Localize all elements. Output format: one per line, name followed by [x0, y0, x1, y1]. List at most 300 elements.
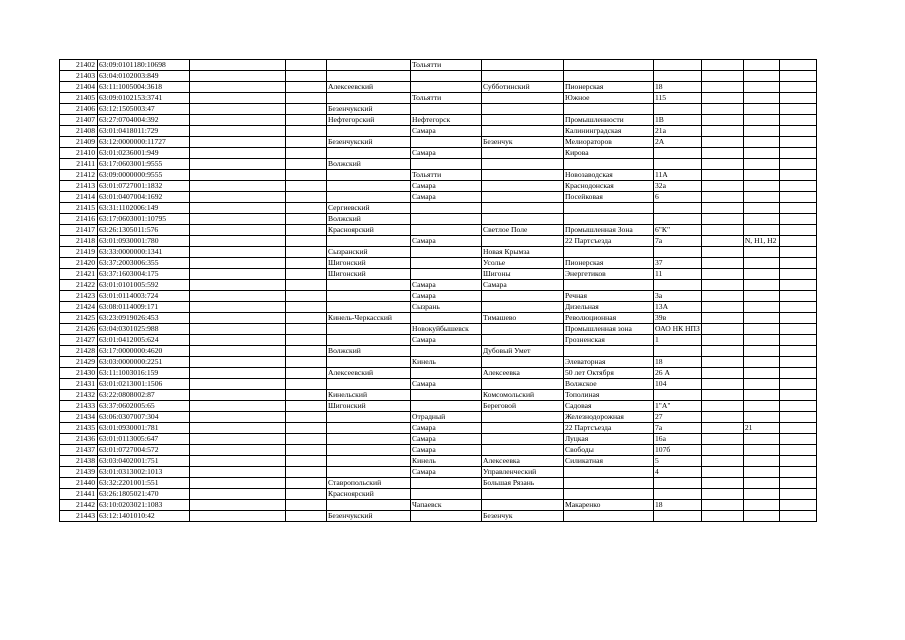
- table-row: [60, 368, 817, 379]
- empty-col-cell: [286, 324, 327, 335]
- district-cell: [327, 192, 411, 203]
- table-row: [60, 467, 817, 478]
- empty-col-cell: [286, 126, 327, 137]
- cadastral-number-cell: 63:01:0407004:1692: [98, 192, 190, 203]
- street-cell: 22 Партсъезда: [564, 423, 654, 434]
- empty-col-cell: [190, 82, 286, 93]
- table-row: [60, 137, 817, 148]
- district-cell: [327, 456, 411, 467]
- cadastral-number-cell: 63:32:2201001:551: [98, 478, 190, 489]
- street-cell: [564, 60, 654, 71]
- city-cell: [411, 489, 482, 500]
- note-cell: [743, 401, 779, 412]
- street-cell: [564, 280, 654, 291]
- settlement-cell: [482, 71, 564, 82]
- empty-col-cell: [286, 357, 327, 368]
- row-number-cell: 21440: [60, 478, 98, 489]
- cadastral-number-cell: 63:26:1805021:470: [98, 489, 190, 500]
- cadastral-number-cell: 63:37:0602005:65: [98, 401, 190, 412]
- table-row: [60, 60, 817, 71]
- settlement-cell: Светлое Поле: [482, 225, 564, 236]
- empty-col-cell: [286, 445, 327, 456]
- empty-col-cell: [701, 313, 743, 324]
- city-cell: Самара: [411, 379, 482, 390]
- street-cell: [564, 489, 654, 500]
- district-cell: Шигонский: [327, 258, 411, 269]
- empty-col-cell: [190, 225, 286, 236]
- table-row: [60, 126, 817, 137]
- empty-col-cell: [779, 148, 816, 159]
- row-number-cell: 21427: [60, 335, 98, 346]
- district-cell: [327, 93, 411, 104]
- row-number-cell: 21428: [60, 346, 98, 357]
- note-cell: [743, 357, 779, 368]
- empty-col-cell: [779, 357, 816, 368]
- empty-col-cell: [190, 445, 286, 456]
- empty-col-cell: [701, 192, 743, 203]
- settlement-cell: [482, 126, 564, 137]
- settlement-cell: [482, 500, 564, 511]
- table-row: [60, 269, 817, 280]
- city-cell: Самара: [411, 335, 482, 346]
- district-cell: [327, 170, 411, 181]
- street-cell: [564, 203, 654, 214]
- note-cell: [743, 104, 779, 115]
- district-cell: [327, 181, 411, 192]
- empty-col-cell: [286, 236, 327, 247]
- house-cell: 27: [654, 412, 702, 423]
- house-cell: 18: [654, 500, 702, 511]
- empty-col-cell: [190, 203, 286, 214]
- settlement-cell: [482, 115, 564, 126]
- district-cell: Шигонский: [327, 401, 411, 412]
- empty-col-cell: [190, 467, 286, 478]
- empty-col-cell: [779, 236, 816, 247]
- settlement-cell: [482, 192, 564, 203]
- house-cell: 1В: [654, 115, 702, 126]
- street-cell: [564, 511, 654, 522]
- empty-col-cell: [779, 302, 816, 313]
- empty-col-cell: [190, 401, 286, 412]
- table-row: [60, 225, 817, 236]
- empty-col-cell: [286, 335, 327, 346]
- empty-col-cell: [286, 214, 327, 225]
- empty-col-cell: [190, 511, 286, 522]
- row-number-cell: 21439: [60, 467, 98, 478]
- district-cell: [327, 500, 411, 511]
- settlement-cell: [482, 324, 564, 335]
- empty-col-cell: [701, 379, 743, 390]
- city-cell: [411, 368, 482, 379]
- cadastral-number-cell: 63:12:1505003:47: [98, 104, 190, 115]
- empty-col-cell: [779, 71, 816, 82]
- note-cell: [743, 280, 779, 291]
- empty-col-cell: [190, 291, 286, 302]
- settlement-cell: Безенчук: [482, 511, 564, 522]
- house-cell: [654, 203, 702, 214]
- settlement-cell: [482, 489, 564, 500]
- cadastral-number-cell: 63:01:0412005:624: [98, 335, 190, 346]
- settlement-cell: [482, 434, 564, 445]
- house-cell: [654, 159, 702, 170]
- city-cell: Самара: [411, 467, 482, 478]
- city-cell: Тольятти: [411, 170, 482, 181]
- district-cell: Кинель-Черкасский: [327, 313, 411, 324]
- house-cell: 6: [654, 192, 702, 203]
- cadastral-number-cell: 63:12:1401010:42: [98, 511, 190, 522]
- empty-col-cell: [286, 456, 327, 467]
- street-cell: Железнодорожная: [564, 412, 654, 423]
- row-number-cell: 21406: [60, 104, 98, 115]
- table-row: [60, 346, 817, 357]
- cadastral-number-cell: 63:01:0236001:949: [98, 148, 190, 159]
- empty-col-cell: [190, 357, 286, 368]
- district-cell: [327, 291, 411, 302]
- table-row: [60, 423, 817, 434]
- empty-col-cell: [779, 379, 816, 390]
- empty-col-cell: [190, 159, 286, 170]
- street-cell: Макаренко: [564, 500, 654, 511]
- house-cell: [654, 247, 702, 258]
- empty-col-cell: [779, 412, 816, 423]
- table-row: [60, 203, 817, 214]
- empty-col-cell: [779, 313, 816, 324]
- cadastral-number-cell: 63:03:0000000:2251: [98, 357, 190, 368]
- street-cell: Мелиораторов: [564, 137, 654, 148]
- empty-col-cell: [286, 137, 327, 148]
- row-number-cell: 21411: [60, 159, 98, 170]
- street-cell: [564, 467, 654, 478]
- empty-col-cell: [701, 478, 743, 489]
- empty-col-cell: [701, 214, 743, 225]
- empty-col-cell: [779, 456, 816, 467]
- house-cell: 7а: [654, 423, 702, 434]
- row-number-cell: 21413: [60, 181, 98, 192]
- row-number-cell: 21430: [60, 368, 98, 379]
- row-number-cell: 21412: [60, 170, 98, 181]
- settlement-cell: Тимашево: [482, 313, 564, 324]
- note-cell: N, H1, H2: [743, 236, 779, 247]
- district-cell: [327, 412, 411, 423]
- district-cell: [327, 126, 411, 137]
- street-cell: Краснодонская: [564, 181, 654, 192]
- city-cell: Самара: [411, 148, 482, 159]
- table-row: [60, 445, 817, 456]
- empty-col-cell: [286, 368, 327, 379]
- note-cell: [743, 302, 779, 313]
- empty-col-cell: [779, 181, 816, 192]
- city-cell: [411, 346, 482, 357]
- empty-col-cell: [286, 489, 327, 500]
- empty-col-cell: [779, 445, 816, 456]
- street-cell: [564, 71, 654, 82]
- row-number-cell: 21443: [60, 511, 98, 522]
- district-cell: [327, 148, 411, 159]
- cadastral-number-cell: 63:04:0301025:988: [98, 324, 190, 335]
- street-cell: Новозаводская: [564, 170, 654, 181]
- row-number-cell: 21408: [60, 126, 98, 137]
- empty-col-cell: [779, 423, 816, 434]
- table-row: [60, 247, 817, 258]
- district-cell: [327, 379, 411, 390]
- note-cell: [743, 434, 779, 445]
- note-cell: 21: [743, 423, 779, 434]
- empty-col-cell: [190, 60, 286, 71]
- city-cell: Тольятти: [411, 93, 482, 104]
- empty-col-cell: [701, 357, 743, 368]
- house-cell: [654, 489, 702, 500]
- city-cell: Кинель: [411, 357, 482, 368]
- row-number-cell: 21419: [60, 247, 98, 258]
- empty-col-cell: [190, 258, 286, 269]
- district-cell: Алексеевский: [327, 82, 411, 93]
- cadastral-number-cell: 63:26:1305011:576: [98, 225, 190, 236]
- district-cell: [327, 324, 411, 335]
- table-row: [60, 335, 817, 346]
- empty-col-cell: [286, 280, 327, 291]
- row-number-cell: 21421: [60, 269, 98, 280]
- empty-col-cell: [779, 346, 816, 357]
- city-cell: [411, 159, 482, 170]
- note-cell: [743, 225, 779, 236]
- house-cell: 39в: [654, 313, 702, 324]
- cadastral-number-cell: 63:01:0113005:647: [98, 434, 190, 445]
- empty-col-cell: [779, 137, 816, 148]
- note-cell: [743, 478, 779, 489]
- row-number-cell: 21417: [60, 225, 98, 236]
- house-cell: 1"А": [654, 401, 702, 412]
- empty-col-cell: [779, 291, 816, 302]
- street-cell: Революционная: [564, 313, 654, 324]
- empty-col-cell: [286, 203, 327, 214]
- note-cell: [743, 346, 779, 357]
- street-cell: Южное: [564, 93, 654, 104]
- empty-col-cell: [190, 93, 286, 104]
- empty-col-cell: [701, 280, 743, 291]
- house-cell: [654, 280, 702, 291]
- row-number-cell: 21418: [60, 236, 98, 247]
- table-row: [60, 489, 817, 500]
- empty-col-cell: [701, 60, 743, 71]
- settlement-cell: [482, 335, 564, 346]
- note-cell: [743, 390, 779, 401]
- note-cell: [743, 412, 779, 423]
- row-number-cell: 21424: [60, 302, 98, 313]
- street-cell: Речная: [564, 291, 654, 302]
- row-number-cell: 21414: [60, 192, 98, 203]
- empty-col-cell: [779, 467, 816, 478]
- city-cell: Самара: [411, 192, 482, 203]
- street-cell: Волжское: [564, 379, 654, 390]
- row-number-cell: 21422: [60, 280, 98, 291]
- house-cell: 2А: [654, 137, 702, 148]
- empty-col-cell: [779, 104, 816, 115]
- empty-col-cell: [190, 181, 286, 192]
- cadastral-number-cell: 63:11:1003016:159: [98, 368, 190, 379]
- empty-col-cell: [190, 104, 286, 115]
- settlement-cell: Шигоны: [482, 269, 564, 280]
- district-cell: [327, 280, 411, 291]
- empty-col-cell: [190, 247, 286, 258]
- empty-col-cell: [779, 368, 816, 379]
- street-cell: Промышленности: [564, 115, 654, 126]
- note-cell: [743, 93, 779, 104]
- district-cell: [327, 71, 411, 82]
- empty-col-cell: [286, 60, 327, 71]
- cadastral-number-cell: 63:03:0402001:751: [98, 456, 190, 467]
- cadastral-number-cell: 63:08:0114009:171: [98, 302, 190, 313]
- row-number-cell: 21431: [60, 379, 98, 390]
- city-cell: Тольятти: [411, 60, 482, 71]
- row-number-cell: 21436: [60, 434, 98, 445]
- empty-col-cell: [190, 313, 286, 324]
- empty-col-cell: [190, 192, 286, 203]
- empty-col-cell: [190, 489, 286, 500]
- empty-col-cell: [779, 478, 816, 489]
- empty-col-cell: [779, 192, 816, 203]
- empty-col-cell: [286, 434, 327, 445]
- note-cell: [743, 335, 779, 346]
- empty-col-cell: [701, 412, 743, 423]
- empty-col-cell: [286, 247, 327, 258]
- table-row: [60, 324, 817, 335]
- house-cell: 1: [654, 335, 702, 346]
- note-cell: [743, 368, 779, 379]
- cadastral-number-cell: 63:01:0101005:592: [98, 280, 190, 291]
- empty-col-cell: [286, 511, 327, 522]
- cadastral-number-cell: 63:01:0313002:1013: [98, 467, 190, 478]
- table-row: [60, 291, 817, 302]
- city-cell: [411, 511, 482, 522]
- house-cell: 13А: [654, 302, 702, 313]
- empty-col-cell: [701, 401, 743, 412]
- settlement-cell: [482, 291, 564, 302]
- city-cell: [411, 137, 482, 148]
- data-table: [59, 59, 817, 522]
- table-row: [60, 500, 817, 511]
- empty-col-cell: [701, 324, 743, 335]
- district-cell: Красноярский: [327, 225, 411, 236]
- house-cell: [654, 148, 702, 159]
- cadastral-number-cell: 63:09:0102153:3741: [98, 93, 190, 104]
- cadastral-number-cell: 63:01:0930001:780: [98, 236, 190, 247]
- empty-col-cell: [779, 280, 816, 291]
- table-row: [60, 302, 817, 313]
- empty-col-cell: [701, 445, 743, 456]
- city-cell: Чапаевск: [411, 500, 482, 511]
- row-number-cell: 21434: [60, 412, 98, 423]
- house-cell: 5: [654, 456, 702, 467]
- empty-col-cell: [286, 258, 327, 269]
- empty-col-cell: [779, 269, 816, 280]
- settlement-cell: Большая Рязань: [482, 478, 564, 489]
- settlement-cell: Усолье: [482, 258, 564, 269]
- house-cell: [654, 214, 702, 225]
- street-cell: Свободы: [564, 445, 654, 456]
- empty-col-cell: [190, 456, 286, 467]
- city-cell: Самара: [411, 181, 482, 192]
- empty-col-cell: [779, 500, 816, 511]
- note-cell: [743, 467, 779, 478]
- row-number-cell: 21420: [60, 258, 98, 269]
- street-cell: Энергетиков: [564, 269, 654, 280]
- district-cell: [327, 423, 411, 434]
- note-cell: [743, 445, 779, 456]
- row-number-cell: 21432: [60, 390, 98, 401]
- settlement-cell: Комсомольский: [482, 390, 564, 401]
- table-row: [60, 456, 817, 467]
- settlement-cell: [482, 236, 564, 247]
- table-row: [60, 401, 817, 412]
- empty-col-cell: [190, 423, 286, 434]
- row-number-cell: 21441: [60, 489, 98, 500]
- empty-col-cell: [701, 511, 743, 522]
- note-cell: [743, 126, 779, 137]
- empty-col-cell: [286, 313, 327, 324]
- table-row: [60, 148, 817, 159]
- empty-col-cell: [701, 456, 743, 467]
- empty-col-cell: [190, 71, 286, 82]
- note-cell: [743, 192, 779, 203]
- empty-col-cell: [190, 500, 286, 511]
- street-cell: Дизельная: [564, 302, 654, 313]
- district-cell: [327, 302, 411, 313]
- empty-col-cell: [701, 203, 743, 214]
- empty-col-cell: [779, 335, 816, 346]
- empty-col-cell: [286, 302, 327, 313]
- empty-col-cell: [701, 302, 743, 313]
- city-cell: [411, 214, 482, 225]
- district-cell: Сызранский: [327, 247, 411, 258]
- house-cell: [654, 511, 702, 522]
- empty-col-cell: [286, 181, 327, 192]
- empty-col-cell: [286, 423, 327, 434]
- empty-col-cell: [779, 82, 816, 93]
- note-cell: [743, 115, 779, 126]
- table-row: [60, 236, 817, 247]
- settlement-cell: [482, 148, 564, 159]
- empty-col-cell: [701, 126, 743, 137]
- empty-col-cell: [701, 346, 743, 357]
- table-row: [60, 434, 817, 445]
- settlement-cell: Самара: [482, 280, 564, 291]
- empty-col-cell: [779, 60, 816, 71]
- note-cell: [743, 170, 779, 181]
- note-cell: [743, 258, 779, 269]
- empty-col-cell: [286, 192, 327, 203]
- table-row: [60, 104, 817, 115]
- empty-col-cell: [701, 335, 743, 346]
- empty-col-cell: [286, 346, 327, 357]
- settlement-cell: Алексеевка: [482, 456, 564, 467]
- settlement-cell: [482, 170, 564, 181]
- house-cell: [654, 346, 702, 357]
- settlement-cell: [482, 181, 564, 192]
- table-row: [60, 390, 817, 401]
- empty-col-cell: [190, 368, 286, 379]
- table-row: [60, 357, 817, 368]
- row-number-cell: 21415: [60, 203, 98, 214]
- city-cell: Самара: [411, 445, 482, 456]
- empty-col-cell: [701, 82, 743, 93]
- district-cell: [327, 335, 411, 346]
- city-cell: Сызрань: [411, 302, 482, 313]
- house-cell: 37: [654, 258, 702, 269]
- empty-col-cell: [190, 236, 286, 247]
- street-cell: Силикатная: [564, 456, 654, 467]
- street-cell: [564, 214, 654, 225]
- district-cell: [327, 445, 411, 456]
